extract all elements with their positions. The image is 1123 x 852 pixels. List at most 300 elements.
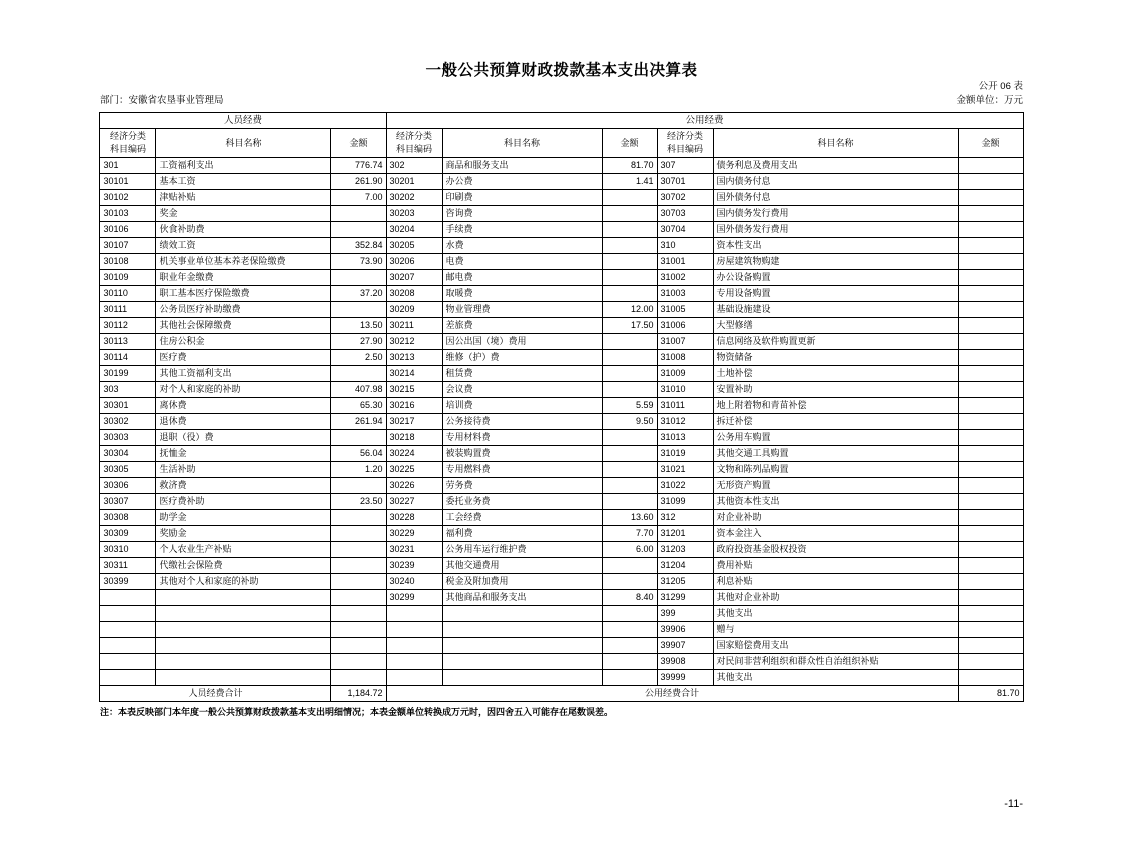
budget-table xyxy=(99,112,1023,702)
cell-other-code: 31201 xyxy=(657,526,713,542)
cell-other-code: 31007 xyxy=(657,334,713,350)
cell-public-name: 商品和服务支出 xyxy=(442,158,602,174)
cell-other-name: 大型修缮 xyxy=(713,318,958,334)
cell-personnel-amount xyxy=(331,206,386,222)
cell-personnel-amount: 37.20 xyxy=(331,286,386,302)
cell-personnel-name: 机关事业单位基本养老保险缴费 xyxy=(156,254,331,270)
cell-personnel-name xyxy=(156,606,331,622)
cell-other-amount xyxy=(958,254,1023,270)
table-row xyxy=(100,222,1023,238)
table-row xyxy=(100,254,1023,270)
col-amount-personnel: 金额 xyxy=(331,129,386,158)
table-row xyxy=(100,174,1023,190)
cell-public-code: 302 xyxy=(386,158,442,174)
cell-personnel-code: 30107 xyxy=(100,238,156,254)
cell-public-name: 邮电费 xyxy=(442,270,602,286)
cell-personnel-name: 生活补助 xyxy=(156,462,331,478)
cell-other-code: 39999 xyxy=(657,670,713,686)
cell-personnel-code: 30306 xyxy=(100,478,156,494)
cell-public-name: 专用燃料费 xyxy=(442,462,602,478)
page-title: 一般公共预算财政拨款基本支出决算表 xyxy=(425,62,698,79)
totals-row xyxy=(100,686,1023,702)
cell-other-name: 国外债务发行费用 xyxy=(713,222,958,238)
cell-personnel-amount: 27.90 xyxy=(331,334,386,350)
cell-personnel-amount xyxy=(331,478,386,494)
col-code-line2: 科目编码 xyxy=(666,144,703,154)
cell-other-amount xyxy=(958,318,1023,334)
cell-other-amount xyxy=(958,542,1023,558)
cell-public-code: 30218 xyxy=(386,430,442,446)
cell-public-amount xyxy=(602,558,657,574)
cell-public-amount xyxy=(602,190,657,206)
cell-other-name: 对民间非营利组织和群众性自治组织补贴 xyxy=(713,654,958,670)
cell-other-code: 30701 xyxy=(657,174,713,190)
col-code-line2: 科目编码 xyxy=(395,144,432,154)
table-row xyxy=(100,606,1023,622)
cell-personnel-amount xyxy=(331,574,386,590)
cell-personnel-name: 工资福利支出 xyxy=(156,158,331,174)
cell-personnel-code: 30111 xyxy=(100,302,156,318)
cell-public-name xyxy=(442,606,602,622)
cell-personnel-code: 30112 xyxy=(100,318,156,334)
cell-other-amount xyxy=(958,526,1023,542)
table-row xyxy=(100,446,1023,462)
cell-personnel-code: 30308 xyxy=(100,510,156,526)
cell-other-amount xyxy=(958,494,1023,510)
cell-other-amount xyxy=(958,670,1023,686)
table-row xyxy=(100,670,1023,686)
table-row xyxy=(100,494,1023,510)
cell-public-amount xyxy=(602,286,657,302)
cell-personnel-code: 301 xyxy=(100,158,156,174)
cell-public-name xyxy=(442,622,602,638)
cell-personnel-amount xyxy=(331,670,386,686)
document-page xyxy=(0,58,1123,852)
cell-public-amount xyxy=(602,222,657,238)
cell-personnel-name xyxy=(156,590,331,606)
cell-public-name: 福利费 xyxy=(442,526,602,542)
cell-personnel-code xyxy=(100,670,156,686)
cell-personnel-name: 退职（役）费 xyxy=(156,430,331,446)
col-name-personnel: 科目名称 xyxy=(156,129,331,158)
cell-personnel-name: 伙食补助费 xyxy=(156,222,331,238)
cell-other-code: 31001 xyxy=(657,254,713,270)
cell-personnel-amount: 73.90 xyxy=(331,254,386,270)
table-row xyxy=(100,334,1023,350)
cell-public-amount xyxy=(602,270,657,286)
table-row xyxy=(100,350,1023,366)
cell-public-code: 30229 xyxy=(386,526,442,542)
cell-public-code xyxy=(386,606,442,622)
cell-personnel-amount xyxy=(331,542,386,558)
cell-public-name xyxy=(442,670,602,686)
cell-public-name: 工会经费 xyxy=(442,510,602,526)
cell-public-name: 专用材料费 xyxy=(442,430,602,446)
cell-public-code: 30299 xyxy=(386,590,442,606)
table-header xyxy=(100,113,1023,158)
cell-other-code: 31010 xyxy=(657,382,713,398)
cell-other-amount xyxy=(958,158,1023,174)
cell-personnel-amount xyxy=(331,654,386,670)
cell-other-amount xyxy=(958,206,1023,222)
cell-other-name: 信息网络及软件购置更新 xyxy=(713,334,958,350)
table-row xyxy=(100,270,1023,286)
cell-other-code: 31012 xyxy=(657,414,713,430)
cell-public-name: 培训费 xyxy=(442,398,602,414)
table-note: 注：本表反映部门本年度一般公共预算财政拨款基本支出明细情况；本表金额单位转换成万元时，因四舍五入可能存在尾数误差。 xyxy=(100,707,614,717)
cell-personnel-amount: 776.74 xyxy=(331,158,386,174)
cell-personnel-name xyxy=(156,654,331,670)
cell-public-amount: 17.50 xyxy=(602,318,657,334)
cell-personnel-code: 30310 xyxy=(100,542,156,558)
cell-personnel-amount xyxy=(331,510,386,526)
table-row xyxy=(100,238,1023,254)
cell-other-amount xyxy=(958,462,1023,478)
col-code-personnel xyxy=(100,129,156,158)
col-name-other: 科目名称 xyxy=(713,129,958,158)
cell-public-amount xyxy=(602,478,657,494)
cell-public-code: 30213 xyxy=(386,350,442,366)
cell-public-code xyxy=(386,670,442,686)
meta-row xyxy=(100,80,1023,112)
cell-other-code: 31021 xyxy=(657,462,713,478)
cell-public-amount xyxy=(602,462,657,478)
cell-personnel-code: 30108 xyxy=(100,254,156,270)
cell-public-amount xyxy=(602,206,657,222)
cell-personnel-code: 30309 xyxy=(100,526,156,542)
cell-public-code: 30216 xyxy=(386,398,442,414)
cell-other-amount xyxy=(958,222,1023,238)
cell-personnel-name xyxy=(156,638,331,654)
cell-public-amount: 81.70 xyxy=(602,158,657,174)
cell-personnel-code: 30106 xyxy=(100,222,156,238)
cell-other-name: 其他资本性支出 xyxy=(713,494,958,510)
cell-personnel-amount: 13.50 xyxy=(331,318,386,334)
cell-public-amount xyxy=(602,334,657,350)
table-row xyxy=(100,366,1023,382)
cell-public-code: 30224 xyxy=(386,446,442,462)
cell-other-code: 31006 xyxy=(657,318,713,334)
cell-other-name: 土地补偿 xyxy=(713,366,958,382)
cell-personnel-name: 助学金 xyxy=(156,510,331,526)
cell-public-code: 30208 xyxy=(386,286,442,302)
cell-personnel-name: 职工基本医疗保险缴费 xyxy=(156,286,331,302)
cell-public-amount: 12.00 xyxy=(602,302,657,318)
group-header-row xyxy=(100,113,1023,129)
cell-other-code: 39908 xyxy=(657,654,713,670)
cell-public-code: 30201 xyxy=(386,174,442,190)
cell-personnel-amount: 261.94 xyxy=(331,414,386,430)
cell-personnel-code: 30114 xyxy=(100,350,156,366)
cell-personnel-amount: 407.98 xyxy=(331,382,386,398)
cell-personnel-name: 其他对个人和家庭的补助 xyxy=(156,574,331,590)
cell-personnel-name: 退休费 xyxy=(156,414,331,430)
cell-public-amount xyxy=(602,382,657,398)
cell-personnel-code: 30303 xyxy=(100,430,156,446)
cell-other-code: 39907 xyxy=(657,638,713,654)
form-code: 公开 06 表 xyxy=(978,81,1023,92)
cell-public-amount xyxy=(602,350,657,366)
cell-public-amount xyxy=(602,606,657,622)
cell-other-amount xyxy=(958,302,1023,318)
cell-other-name: 费用补贴 xyxy=(713,558,958,574)
cell-personnel-code: 30302 xyxy=(100,414,156,430)
cell-public-name: 差旅费 xyxy=(442,318,602,334)
cell-other-name: 对企业补助 xyxy=(713,510,958,526)
cell-other-code: 31099 xyxy=(657,494,713,510)
cell-other-code: 307 xyxy=(657,158,713,174)
page-number: -11- xyxy=(1004,798,1023,810)
cell-other-amount xyxy=(958,174,1023,190)
department-label: 部门：安徽省农垦事业管理局 xyxy=(100,95,224,106)
cell-personnel-name: 抚恤金 xyxy=(156,446,331,462)
cell-public-name: 维修（护）费 xyxy=(442,350,602,366)
cell-public-name: 因公出国（境）费用 xyxy=(442,334,602,350)
cell-personnel-name: 公务员医疗补助缴费 xyxy=(156,302,331,318)
cell-other-code: 31003 xyxy=(657,286,713,302)
cell-other-code: 31005 xyxy=(657,302,713,318)
cell-public-name: 电费 xyxy=(442,254,602,270)
cell-personnel-amount: 23.50 xyxy=(331,494,386,510)
cell-public-amount: 5.59 xyxy=(602,398,657,414)
cell-personnel-code: 30305 xyxy=(100,462,156,478)
cell-public-amount xyxy=(602,494,657,510)
cell-public-code: 30203 xyxy=(386,206,442,222)
cell-other-amount xyxy=(958,446,1023,462)
cell-public-code xyxy=(386,654,442,670)
cell-personnel-code xyxy=(100,590,156,606)
cell-personnel-name: 其他工资福利支出 xyxy=(156,366,331,382)
cell-public-code: 30231 xyxy=(386,542,442,558)
cell-public-amount: 1.41 xyxy=(602,174,657,190)
table-row xyxy=(100,206,1023,222)
public-total-label: 公用经费合计 xyxy=(386,686,958,702)
cell-public-code xyxy=(386,622,442,638)
cell-personnel-code: 30307 xyxy=(100,494,156,510)
table-row xyxy=(100,622,1023,638)
cell-personnel-name: 绩效工资 xyxy=(156,238,331,254)
cell-public-amount xyxy=(602,366,657,382)
cell-other-name: 物资储备 xyxy=(713,350,958,366)
cell-other-code: 31022 xyxy=(657,478,713,494)
cell-other-code: 31203 xyxy=(657,542,713,558)
cell-personnel-name: 代缴社会保险费 xyxy=(156,558,331,574)
cell-other-amount xyxy=(958,654,1023,670)
cell-public-name: 公务用车运行维护费 xyxy=(442,542,602,558)
cell-other-amount xyxy=(958,590,1023,606)
cell-personnel-amount xyxy=(331,638,386,654)
cell-other-code: 31204 xyxy=(657,558,713,574)
cell-other-amount xyxy=(958,606,1023,622)
cell-public-code: 30202 xyxy=(386,190,442,206)
col-code-line1: 经济分类 xyxy=(395,131,432,141)
cell-other-amount xyxy=(958,286,1023,302)
cell-other-amount xyxy=(958,334,1023,350)
col-name-public: 科目名称 xyxy=(442,129,602,158)
cell-personnel-amount xyxy=(331,302,386,318)
cell-other-amount xyxy=(958,366,1023,382)
cell-other-name: 专用设备购置 xyxy=(713,286,958,302)
cell-other-name: 国内债务发行费用 xyxy=(713,206,958,222)
cell-other-name: 其他交通工具购置 xyxy=(713,446,958,462)
table-row xyxy=(100,302,1023,318)
table-row xyxy=(100,478,1023,494)
cell-public-code: 30211 xyxy=(386,318,442,334)
cell-public-code: 30226 xyxy=(386,478,442,494)
cell-personnel-code: 30110 xyxy=(100,286,156,302)
cell-public-code: 30207 xyxy=(386,270,442,286)
cell-other-code: 310 xyxy=(657,238,713,254)
cell-personnel-code: 30103 xyxy=(100,206,156,222)
cell-public-name: 公务接待费 xyxy=(442,414,602,430)
cell-personnel-code: 30311 xyxy=(100,558,156,574)
table-row xyxy=(100,398,1023,414)
cell-personnel-name: 个人农业生产补贴 xyxy=(156,542,331,558)
amount-unit: 金额单位：万元 xyxy=(956,95,1023,106)
cell-other-name: 无形资产购置 xyxy=(713,478,958,494)
cell-other-name: 其他支出 xyxy=(713,670,958,686)
cell-personnel-name: 奖励金 xyxy=(156,526,331,542)
cell-other-name: 其他支出 xyxy=(713,606,958,622)
cell-personnel-code: 30113 xyxy=(100,334,156,350)
cell-personnel-amount xyxy=(331,222,386,238)
cell-other-name: 国家赔偿费用支出 xyxy=(713,638,958,654)
cell-personnel-amount xyxy=(331,526,386,542)
table-row xyxy=(100,462,1023,478)
table-row xyxy=(100,158,1023,174)
cell-public-name: 其他商品和服务支出 xyxy=(442,590,602,606)
cell-other-code: 31013 xyxy=(657,430,713,446)
cell-other-name: 拆迁补偿 xyxy=(713,414,958,430)
personnel-total-amount: 1,184.72 xyxy=(331,686,386,702)
cell-personnel-code xyxy=(100,654,156,670)
cell-public-code: 30204 xyxy=(386,222,442,238)
cell-public-amount: 9.50 xyxy=(602,414,657,430)
cell-other-amount xyxy=(958,478,1023,494)
cell-personnel-name: 医疗费补助 xyxy=(156,494,331,510)
cell-other-name: 资本金注入 xyxy=(713,526,958,542)
col-code-line1: 经济分类 xyxy=(109,131,146,141)
cell-other-amount xyxy=(958,414,1023,430)
cell-personnel-amount xyxy=(331,622,386,638)
cell-other-amount xyxy=(958,622,1023,638)
cell-public-name: 印刷费 xyxy=(442,190,602,206)
cell-other-code: 30704 xyxy=(657,222,713,238)
cell-personnel-amount xyxy=(331,270,386,286)
cell-public-code: 30206 xyxy=(386,254,442,270)
col-amount-other: 金额 xyxy=(958,129,1023,158)
cell-public-name: 取暖费 xyxy=(442,286,602,302)
cell-other-code: 31008 xyxy=(657,350,713,366)
cell-public-amount xyxy=(602,622,657,638)
personnel-total-label: 人员经费合计 xyxy=(100,686,331,702)
cell-public-code: 30217 xyxy=(386,414,442,430)
cell-public-code xyxy=(386,638,442,654)
cell-other-code: 31002 xyxy=(657,270,713,286)
table-row xyxy=(100,526,1023,542)
public-total-amount: 81.70 xyxy=(958,686,1023,702)
form-meta xyxy=(956,80,1023,108)
cell-public-code: 30240 xyxy=(386,574,442,590)
cell-personnel-amount xyxy=(331,606,386,622)
cell-other-name: 政府投资基金股权投资 xyxy=(713,542,958,558)
table-row xyxy=(100,654,1023,670)
cell-public-amount xyxy=(602,574,657,590)
table-row xyxy=(100,590,1023,606)
cell-personnel-name: 职业年金缴费 xyxy=(156,270,331,286)
cell-public-amount xyxy=(602,238,657,254)
cell-other-name: 地上附着物和青苗补偿 xyxy=(713,398,958,414)
cell-public-name xyxy=(442,638,602,654)
cell-public-code: 30212 xyxy=(386,334,442,350)
cell-other-code: 31019 xyxy=(657,446,713,462)
cell-public-code: 30209 xyxy=(386,302,442,318)
cell-personnel-name: 住房公积金 xyxy=(156,334,331,350)
cell-public-amount: 8.40 xyxy=(602,590,657,606)
cell-personnel-amount: 2.50 xyxy=(331,350,386,366)
table-row xyxy=(100,638,1023,654)
col-code-line2: 科目编码 xyxy=(109,144,146,154)
cell-other-code: 30703 xyxy=(657,206,713,222)
cell-personnel-amount: 1.20 xyxy=(331,462,386,478)
cell-other-name: 债务利息及费用支出 xyxy=(713,158,958,174)
cell-personnel-code: 303 xyxy=(100,382,156,398)
cell-public-name: 劳务费 xyxy=(442,478,602,494)
cell-other-name: 文物和陈列品购置 xyxy=(713,462,958,478)
table-row xyxy=(100,510,1023,526)
table-row xyxy=(100,190,1023,206)
cell-personnel-amount: 352.84 xyxy=(331,238,386,254)
table-row xyxy=(100,574,1023,590)
table-row xyxy=(100,558,1023,574)
cell-public-amount: 7.70 xyxy=(602,526,657,542)
cell-personnel-code xyxy=(100,622,156,638)
cell-personnel-code: 30101 xyxy=(100,174,156,190)
cell-personnel-name: 津贴补贴 xyxy=(156,190,331,206)
cell-personnel-name: 其他社会保障缴费 xyxy=(156,318,331,334)
cell-public-code: 30205 xyxy=(386,238,442,254)
cell-personnel-name xyxy=(156,670,331,686)
cell-public-code: 30228 xyxy=(386,510,442,526)
col-amount-public: 金额 xyxy=(602,129,657,158)
cell-public-amount xyxy=(602,654,657,670)
cell-other-amount xyxy=(958,398,1023,414)
cell-personnel-name xyxy=(156,622,331,638)
cell-personnel-code: 30102 xyxy=(100,190,156,206)
cell-personnel-code: 30199 xyxy=(100,366,156,382)
table-row xyxy=(100,318,1023,334)
cell-public-name: 水费 xyxy=(442,238,602,254)
cell-public-amount xyxy=(602,638,657,654)
cell-other-name: 资本性支出 xyxy=(713,238,958,254)
cell-personnel-name: 对个人和家庭的补助 xyxy=(156,382,331,398)
cell-public-amount xyxy=(602,446,657,462)
cell-personnel-name: 奖金 xyxy=(156,206,331,222)
group-personnel: 人员经费 xyxy=(100,113,386,129)
cell-other-name: 基础设施建设 xyxy=(713,302,958,318)
cell-public-name: 物业管理费 xyxy=(442,302,602,318)
table-row xyxy=(100,286,1023,302)
cell-other-code: 31299 xyxy=(657,590,713,606)
cell-other-amount xyxy=(958,558,1023,574)
cell-public-name: 会议费 xyxy=(442,382,602,398)
cell-public-amount: 13.60 xyxy=(602,510,657,526)
cell-other-amount xyxy=(958,190,1023,206)
cell-other-code: 399 xyxy=(657,606,713,622)
cell-other-code: 312 xyxy=(657,510,713,526)
cell-other-name: 国内债务付息 xyxy=(713,174,958,190)
table-row xyxy=(100,414,1023,430)
